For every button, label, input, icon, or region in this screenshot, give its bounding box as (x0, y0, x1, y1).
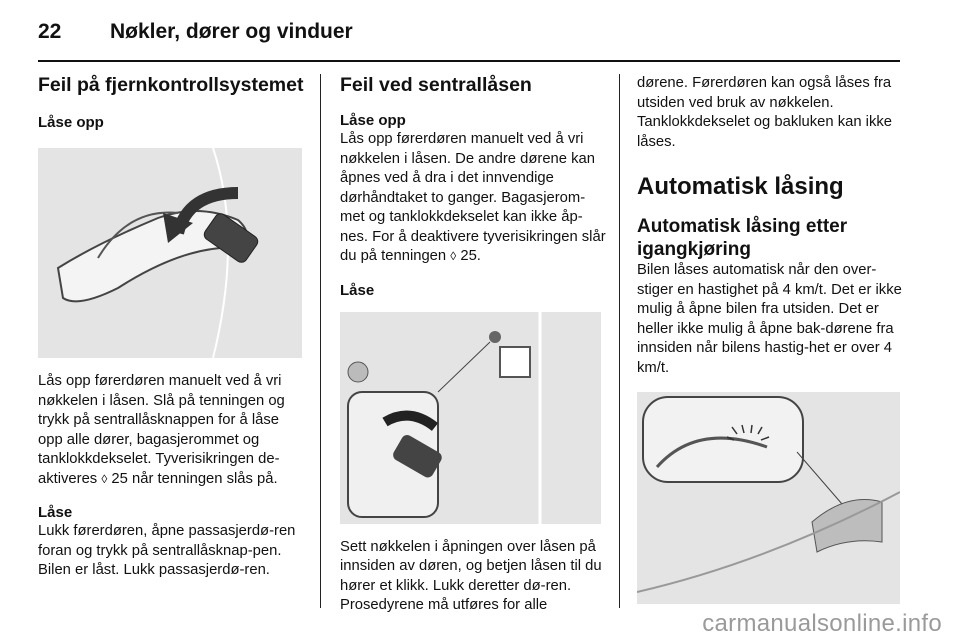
paragraph (340, 130, 608, 267)
column-3 (637, 74, 903, 604)
subsection-title: Automatisk låsing etter igangkjøring (637, 216, 848, 260)
column-divider (619, 74, 620, 608)
reference-icon: ◊ (101, 471, 108, 486)
door-handle-key-illustration (38, 148, 302, 358)
paragraph-text: når tenningen slås på. (132, 470, 278, 487)
column-divider (320, 74, 321, 608)
page-number: 22 (38, 20, 62, 43)
paragraph: dørene. Førerdøren kan også låses fra utsiden ved bruk av nøkkelen. Tanklokkdekselet og bakluken kan ikke låses. (637, 75, 892, 150)
door-lock-key-illustration (340, 312, 601, 524)
paragraph (38, 372, 306, 489)
subheading: Låse opp (340, 112, 406, 129)
reference-icon: ◊ (450, 249, 457, 263)
column-1 (38, 74, 306, 581)
subheading: Låse opp (38, 114, 104, 131)
subheading: Låse (38, 504, 73, 521)
paragraph-text: Lås opp førerdøren manuelt ved å vri nøkkelen i låsen. Slå på tenningen og trykk på sentrallåsknappen for å låse opp alle dører, bagasjerommet og tanklokkdekselet. Tyverisikringen de-aktiveres (38, 373, 285, 487)
paragraph: Bilen låses automatisk når den over-stiger en hastighet på 4 km/t. Det er ikke mulig å åpne bilen fra utsiden. Det er heller ikke mulig å åpne bak-dørene fra innsiden når bilens hastig-het er over 4 km/t. (637, 262, 902, 376)
subheading: Låse (340, 281, 375, 299)
paragraph: Lukk førerdøren, åpne passasjerdø-ren foran og trykk på sentrallåsknap-pen. Bilen er låst. Lukk passasjerdø-ren. (38, 523, 296, 578)
section-title: Automatisk låsing (637, 173, 844, 200)
watermark: carmanualsonline.info (702, 610, 942, 637)
chapter-title: Nøkler, dører og vinduer (110, 20, 353, 43)
section-title: Feil ved sentrallåsen (340, 74, 532, 96)
column-2 (340, 74, 608, 616)
header-rule (38, 60, 900, 62)
paragraph: Sett nøkkelen i åpningen over låsen på innsiden av døren, og betjen låsen til du hører et klikk. Lukk deretter dø-ren. Prosedyrene må utføres for alle (340, 538, 602, 613)
page-reference: 25. (460, 248, 481, 264)
paragraph-text: Lås opp førerdøren manuelt ved å vri nøkkelen i låsen. De andre dørene kan åpnes ved å dra i det innvendige dørhåndtaket to ganger. Bagasjerom-met og tanklokkdekselet kan ikke åp-nes. For å deaktivere tyverisikringen slår du på tenningen (340, 131, 606, 264)
page-header (38, 20, 353, 44)
page-reference: 25 (111, 470, 128, 487)
section-title: Feil på fjernkontrollsystemet (38, 74, 304, 96)
interior-door-handle-illustration (637, 392, 900, 604)
